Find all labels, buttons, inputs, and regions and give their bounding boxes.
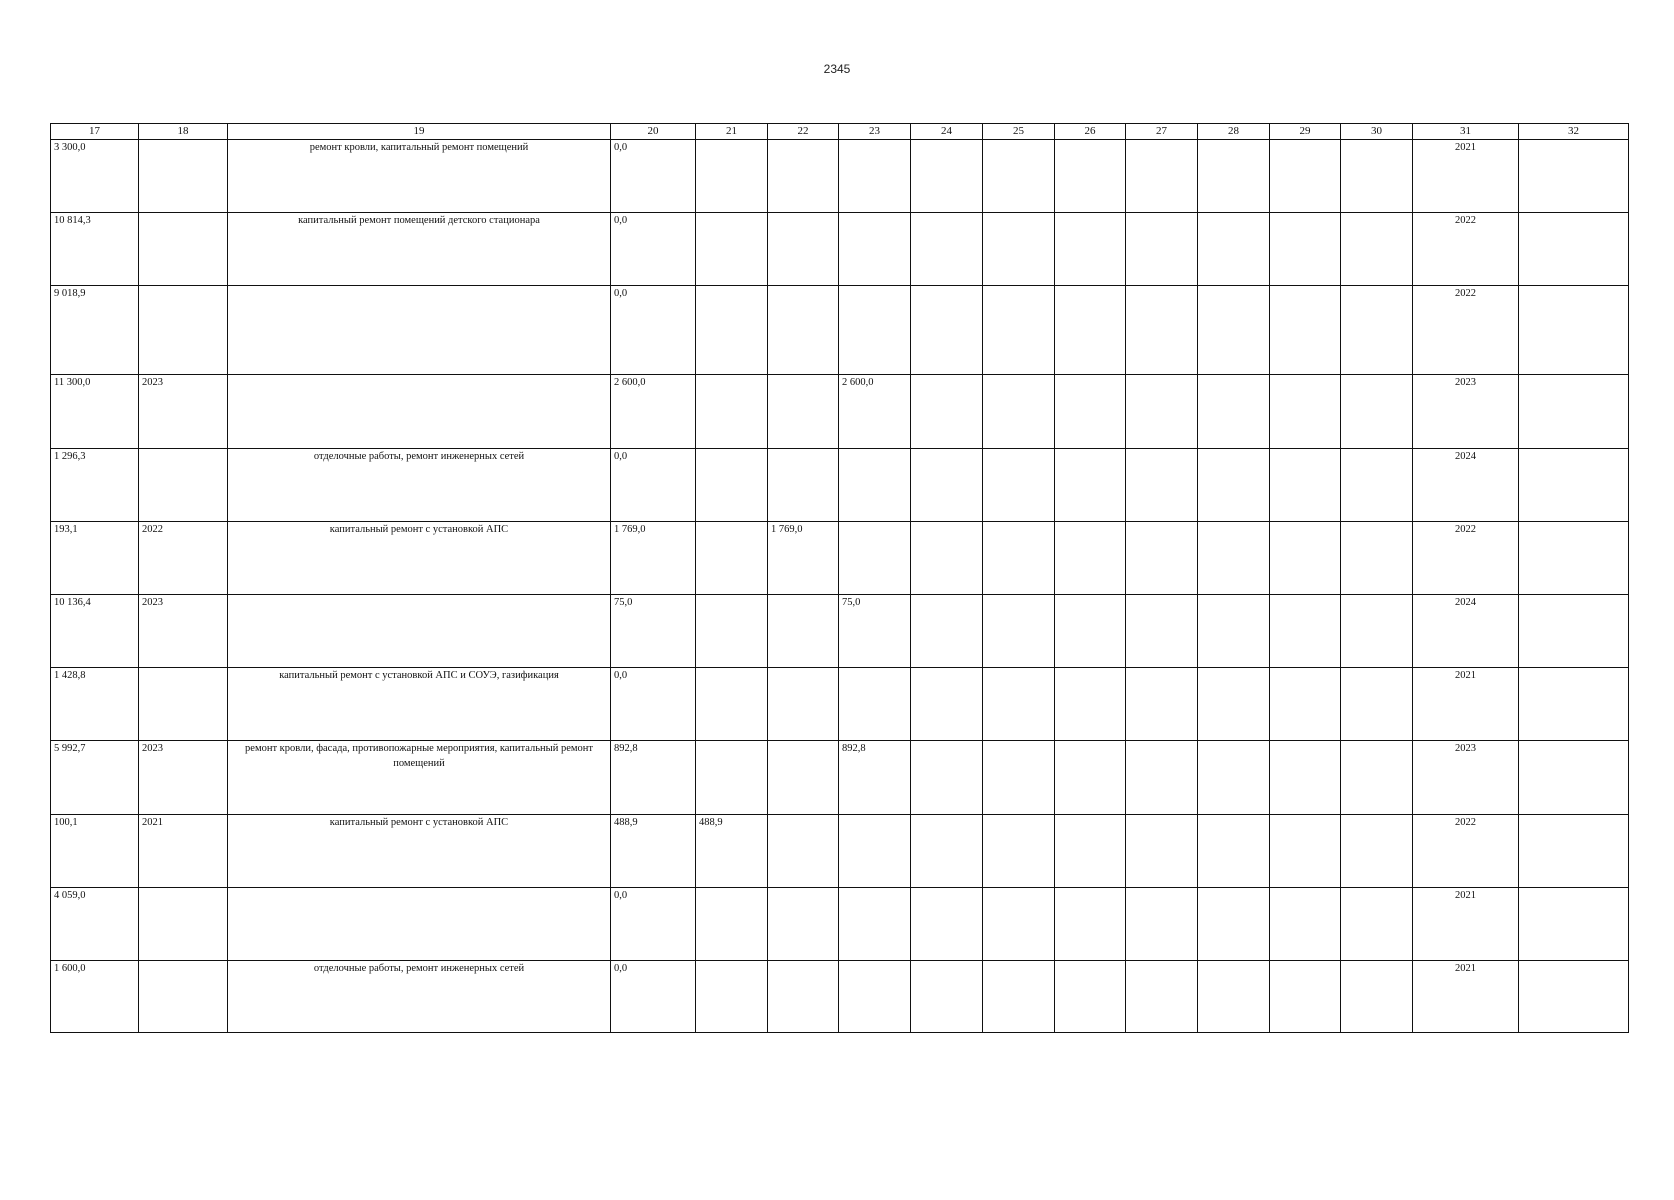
cell-29 — [1270, 140, 1341, 213]
cell-30 — [1341, 213, 1413, 286]
cell-17: 11 300,0 — [51, 375, 139, 449]
cell-32 — [1519, 522, 1629, 595]
cell-22 — [768, 449, 839, 522]
cell-20: 0,0 — [611, 888, 696, 961]
cell-28 — [1198, 449, 1270, 522]
cell-25 — [983, 668, 1055, 741]
cell-21 — [696, 375, 768, 449]
cell-24 — [911, 286, 983, 375]
cell-22 — [768, 741, 839, 815]
cell-17: 100,1 — [51, 815, 139, 888]
cell-28 — [1198, 140, 1270, 213]
cell-20: 0,0 — [611, 449, 696, 522]
cell-31: 2022 — [1413, 815, 1519, 888]
cell-30 — [1341, 595, 1413, 668]
cell-26 — [1055, 815, 1126, 888]
cell-27 — [1126, 375, 1198, 449]
cell-31: 2021 — [1413, 961, 1519, 1033]
cell-20: 0,0 — [611, 668, 696, 741]
cell-21 — [696, 522, 768, 595]
cell-28 — [1198, 888, 1270, 961]
cell-31: 2024 — [1413, 449, 1519, 522]
col-header: 17 — [51, 124, 139, 140]
cell-25 — [983, 888, 1055, 961]
col-header: 31 — [1413, 124, 1519, 140]
cell-28 — [1198, 741, 1270, 815]
column-number-row — [51, 124, 1629, 140]
cell-18: 2022 — [139, 522, 228, 595]
cell-32 — [1519, 888, 1629, 961]
cell-19: ремонт кровли, капитальный ремонт помещений — [228, 140, 611, 213]
cell-32 — [1519, 375, 1629, 449]
table-row — [51, 522, 1629, 595]
cell-26 — [1055, 522, 1126, 595]
cell-20: 892,8 — [611, 741, 696, 815]
cell-30 — [1341, 140, 1413, 213]
cell-18: 2023 — [139, 375, 228, 449]
cell-17: 10 136,4 — [51, 595, 139, 668]
cell-24 — [911, 375, 983, 449]
cell-23: 75,0 — [839, 595, 911, 668]
cell-17: 10 814,3 — [51, 213, 139, 286]
cell-32 — [1519, 449, 1629, 522]
cell-21 — [696, 961, 768, 1033]
cell-24 — [911, 449, 983, 522]
col-header: 25 — [983, 124, 1055, 140]
table-row — [51, 213, 1629, 286]
cell-22 — [768, 213, 839, 286]
cell-25 — [983, 449, 1055, 522]
col-header: 24 — [911, 124, 983, 140]
cell-19: капитальный ремонт с установкой АПС — [228, 522, 611, 595]
table-row — [51, 668, 1629, 741]
cell-29 — [1270, 741, 1341, 815]
cell-27 — [1126, 668, 1198, 741]
cell-25 — [983, 140, 1055, 213]
col-header: 20 — [611, 124, 696, 140]
cell-30 — [1341, 375, 1413, 449]
cell-23 — [839, 213, 911, 286]
cell-32 — [1519, 140, 1629, 213]
cell-32 — [1519, 961, 1629, 1033]
cell-27 — [1126, 213, 1198, 286]
cell-17: 193,1 — [51, 522, 139, 595]
cell-28 — [1198, 961, 1270, 1033]
cell-24 — [911, 522, 983, 595]
cell-26 — [1055, 888, 1126, 961]
cell-21 — [696, 286, 768, 375]
cell-22 — [768, 668, 839, 741]
col-header: 32 — [1519, 124, 1629, 140]
cell-26 — [1055, 213, 1126, 286]
cell-19 — [228, 286, 611, 375]
cell-18 — [139, 961, 228, 1033]
page-number: 2345 — [823, 62, 851, 76]
cell-24 — [911, 961, 983, 1033]
cell-22: 1 769,0 — [768, 522, 839, 595]
cell-30 — [1341, 888, 1413, 961]
cell-22 — [768, 961, 839, 1033]
cell-27 — [1126, 449, 1198, 522]
cell-28 — [1198, 595, 1270, 668]
cell-30 — [1341, 522, 1413, 595]
cell-25 — [983, 595, 1055, 668]
cell-17: 1 600,0 — [51, 961, 139, 1033]
cell-23 — [839, 888, 911, 961]
cell-17: 3 300,0 — [51, 140, 139, 213]
cell-28 — [1198, 522, 1270, 595]
cell-21 — [696, 668, 768, 741]
col-header: 30 — [1341, 124, 1413, 140]
cell-17: 9 018,9 — [51, 286, 139, 375]
cell-25 — [983, 286, 1055, 375]
cell-27 — [1126, 286, 1198, 375]
cell-18 — [139, 668, 228, 741]
cell-21 — [696, 595, 768, 668]
col-header: 19 — [228, 124, 611, 140]
cell-21: 488,9 — [696, 815, 768, 888]
col-header: 28 — [1198, 124, 1270, 140]
cell-17: 5 992,7 — [51, 741, 139, 815]
cell-27 — [1126, 815, 1198, 888]
cell-17: 4 059,0 — [51, 888, 139, 961]
cell-22 — [768, 888, 839, 961]
cell-22 — [768, 375, 839, 449]
cell-21 — [696, 888, 768, 961]
cell-19 — [228, 888, 611, 961]
cell-27 — [1126, 888, 1198, 961]
cell-26 — [1055, 668, 1126, 741]
cell-30 — [1341, 961, 1413, 1033]
cell-24 — [911, 140, 983, 213]
cell-29 — [1270, 961, 1341, 1033]
cell-28 — [1198, 375, 1270, 449]
cell-18 — [139, 140, 228, 213]
cell-24 — [911, 741, 983, 815]
cell-19: ремонт кровли, фасада, противопожарные мероприятия, капитальный ремонт помещений — [228, 741, 611, 815]
cell-29 — [1270, 375, 1341, 449]
cell-23: 892,8 — [839, 741, 911, 815]
cell-18 — [139, 449, 228, 522]
table-row — [51, 595, 1629, 668]
cell-28 — [1198, 815, 1270, 888]
cell-27 — [1126, 961, 1198, 1033]
cell-32 — [1519, 595, 1629, 668]
cell-20: 0,0 — [611, 140, 696, 213]
cell-30 — [1341, 815, 1413, 888]
cell-32 — [1519, 213, 1629, 286]
cell-23 — [839, 668, 911, 741]
cell-29 — [1270, 888, 1341, 961]
cell-20: 0,0 — [611, 286, 696, 375]
cell-23 — [839, 522, 911, 595]
cell-31: 2024 — [1413, 595, 1519, 668]
cell-24 — [911, 888, 983, 961]
cell-30 — [1341, 668, 1413, 741]
cell-17: 1 296,3 — [51, 449, 139, 522]
cell-19: капитальный ремонт с установкой АПС и СОУЭ, газификация — [228, 668, 611, 741]
cell-27 — [1126, 595, 1198, 668]
cell-24 — [911, 668, 983, 741]
col-header: 23 — [839, 124, 911, 140]
cell-26 — [1055, 375, 1126, 449]
cell-25 — [983, 213, 1055, 286]
cell-19: капитальный ремонт с установкой АПС — [228, 815, 611, 888]
col-header: 21 — [696, 124, 768, 140]
cell-32 — [1519, 741, 1629, 815]
cell-31: 2023 — [1413, 375, 1519, 449]
cell-26 — [1055, 286, 1126, 375]
cell-21 — [696, 140, 768, 213]
cell-29 — [1270, 449, 1341, 522]
cell-19 — [228, 375, 611, 449]
cell-19: отделочные работы, ремонт инженерных сетей — [228, 961, 611, 1033]
col-header: 26 — [1055, 124, 1126, 140]
cell-31: 2022 — [1413, 522, 1519, 595]
cell-25 — [983, 375, 1055, 449]
cell-21 — [696, 449, 768, 522]
cell-18: 2021 — [139, 815, 228, 888]
cell-27 — [1126, 741, 1198, 815]
cell-25 — [983, 741, 1055, 815]
data-table — [50, 123, 1629, 1033]
cell-31: 2022 — [1413, 286, 1519, 375]
col-header: 29 — [1270, 124, 1341, 140]
cell-22 — [768, 595, 839, 668]
cell-29 — [1270, 286, 1341, 375]
cell-30 — [1341, 286, 1413, 375]
cell-29 — [1270, 595, 1341, 668]
cell-26 — [1055, 961, 1126, 1033]
cell-25 — [983, 961, 1055, 1033]
cell-31: 2021 — [1413, 888, 1519, 961]
cell-21 — [696, 741, 768, 815]
cell-20: 1 769,0 — [611, 522, 696, 595]
table-row — [51, 888, 1629, 961]
cell-18: 2023 — [139, 741, 228, 815]
cell-21 — [696, 213, 768, 286]
cell-22 — [768, 286, 839, 375]
col-header: 27 — [1126, 124, 1198, 140]
cell-28 — [1198, 668, 1270, 741]
cell-19 — [228, 595, 611, 668]
cell-23 — [839, 815, 911, 888]
cell-19: капитальный ремонт помещений детского стационара — [228, 213, 611, 286]
cell-24 — [911, 815, 983, 888]
cell-26 — [1055, 595, 1126, 668]
cell-27 — [1126, 522, 1198, 595]
table-row — [51, 741, 1629, 815]
col-header: 22 — [768, 124, 839, 140]
cell-22 — [768, 140, 839, 213]
cell-20: 488,9 — [611, 815, 696, 888]
cell-29 — [1270, 668, 1341, 741]
cell-19: отделочные работы, ремонт инженерных сетей — [228, 449, 611, 522]
cell-29 — [1270, 522, 1341, 595]
cell-31: 2022 — [1413, 213, 1519, 286]
cell-30 — [1341, 741, 1413, 815]
cell-25 — [983, 815, 1055, 888]
cell-23 — [839, 449, 911, 522]
cell-23 — [839, 961, 911, 1033]
cell-31: 2021 — [1413, 140, 1519, 213]
cell-18 — [139, 888, 228, 961]
cell-22 — [768, 815, 839, 888]
cell-31: 2023 — [1413, 741, 1519, 815]
cell-20: 75,0 — [611, 595, 696, 668]
cell-32 — [1519, 815, 1629, 888]
cell-23 — [839, 286, 911, 375]
table-row — [51, 815, 1629, 888]
cell-20: 2 600,0 — [611, 375, 696, 449]
cell-17: 1 428,8 — [51, 668, 139, 741]
table-row — [51, 286, 1629, 375]
cell-32 — [1519, 286, 1629, 375]
table-row — [51, 449, 1629, 522]
cell-23: 2 600,0 — [839, 375, 911, 449]
cell-24 — [911, 595, 983, 668]
cell-25 — [983, 522, 1055, 595]
cell-26 — [1055, 140, 1126, 213]
table-row — [51, 140, 1629, 213]
cell-32 — [1519, 668, 1629, 741]
cell-31: 2021 — [1413, 668, 1519, 741]
table-row — [51, 375, 1629, 449]
cell-28 — [1198, 213, 1270, 286]
cell-23 — [839, 140, 911, 213]
cell-29 — [1270, 213, 1341, 286]
cell-29 — [1270, 815, 1341, 888]
cell-27 — [1126, 140, 1198, 213]
col-header: 18 — [139, 124, 228, 140]
cell-20: 0,0 — [611, 213, 696, 286]
cell-24 — [911, 213, 983, 286]
table-row — [51, 961, 1629, 1033]
cell-18 — [139, 286, 228, 375]
cell-26 — [1055, 449, 1126, 522]
cell-28 — [1198, 286, 1270, 375]
cell-26 — [1055, 741, 1126, 815]
cell-18 — [139, 213, 228, 286]
cell-20: 0,0 — [611, 961, 696, 1033]
cell-30 — [1341, 449, 1413, 522]
cell-18: 2023 — [139, 595, 228, 668]
